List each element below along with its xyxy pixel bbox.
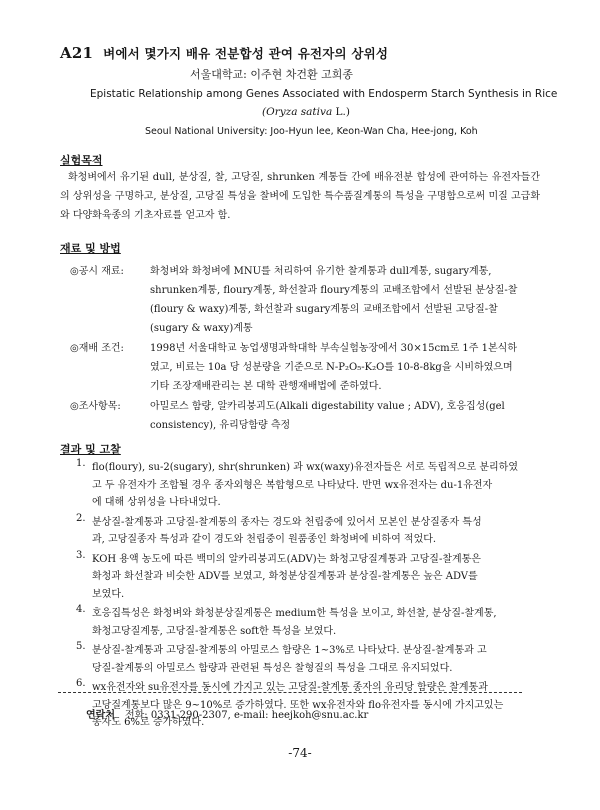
korean-title-text: 벼에서 몇가지 배유 전분합성 관여 유전자의 상위성 [103, 46, 389, 61]
result-line: 고당질계통보다 많은 9~10%로 증가하였다. 또한 wx유전자와 flo유전자를 동시에 가지고있는 [92, 699, 504, 711]
materials-line: (floury & waxy)계통, 화선찰과 sugary계통의 교배조합에서 선발된 고당질-찰 [150, 304, 498, 315]
latin-name [262, 106, 350, 118]
result-line: 화청고당질계통, 고당질-찰계통은 soft한 특성을 보였다. [92, 625, 337, 637]
result-number: 6. [76, 678, 86, 689]
materials-line: shrunken계통, floury계통, 화선찰과 floury계통의 교배조합에서 선발된 분상질-찰 [150, 285, 518, 296]
result-line: 보였다. [92, 588, 125, 600]
result-line: 종자도 6%로 증가하였다. [92, 717, 205, 728]
abstract-header [60, 44, 580, 62]
result-line: 화청과 화선찰과 비슷한 ADV를 보였고, 화청분상질계통과 분상질-찰계통은 높은 ADV를 [92, 571, 478, 582]
result-line: 과, 고당질종자 특성과 같이 경도와 천립중이 원품종인 화청벼에 비하여 적었다. [92, 534, 437, 545]
survey-line: 아밀로스 함량, 알카리붕괴도(Alkali digestability value ; ADV), 호응집성(gel [150, 401, 505, 412]
page-number: -74- [288, 746, 312, 760]
abstract-code: A21 [60, 44, 94, 62]
korean-authors: 서울대학교: 이주현 차건환 고희종 [190, 68, 353, 81]
result-number: 3. [76, 549, 86, 561]
english-title: Epistatic Relationship among Genes Associated with Endosperm Starch Synthesis in Rice [90, 88, 558, 100]
cultivation-label: ◎재배 조건: [70, 343, 124, 354]
objective-text: 화청벼에서 유기된 dull, 분상질, 찰, 고당질, shrunken 계통들 간에 배유전분 합성에 관여하는 유전자들간의 상위성을 구명하고, 분상질, 고당질 특성을 찰벼에 도입한 특수품질계통의 특성을 구명함으로써 미질 고급화와 다양화육종의 기초자료를 얻고자 함. [60, 172, 540, 221]
cultivation-line: 기타 조장재배관리는 본 대학 관행재배법에 준하였다. [150, 381, 382, 392]
result-line: wx유전자와 su유전자를 동시에 가지고 있는 고당질-찰계통 종자의 유리당 함량은 찰계통과 [92, 682, 488, 693]
cultivation-line: 였고, 비료는 10a 당 성분량을 기준으로 N-P₂O₅-K₂O를 10-8-8kg을 시비하였으며 [150, 362, 513, 373]
result-line: flo(floury), su-2(sugary), shr(shrunken) 과 wx(waxy)유전자들은 서로 독립적으로 분리하였 [92, 462, 518, 473]
result-line: 에 대해 상위성을 나타내었다. [92, 497, 221, 508]
result-line: 고 두 유전자가 조합될 경우 종자외형은 복합형으로 나타났다. 반면 wx유전자는 du-1유전자 [92, 479, 493, 491]
result-line: 당질-찰계통의 아밀로스 함량과 관련된 특성은 찰형질의 특성을 그대로 유지되었다. [92, 662, 453, 674]
korean-title [60, 44, 580, 62]
survey-line: consistency), 유리당함량 측정 [150, 420, 291, 431]
result-line: KOH 용액 농도에 따른 백미의 알카리붕괴도(ADV)는 화청고당질계통과 고당질-찰계통은 [92, 553, 481, 565]
result-line: 분상질-찰계통과 고당질-찰계통의 아밀로스 함량은 1~3%로 나타났다. 분상질-찰계통과 고 [92, 645, 487, 656]
survey-label: ◎조사항목: [70, 401, 121, 412]
materials-label: ◎공시 재료: [70, 266, 124, 277]
materials-line: 화청벼와 화청벼에 MNU를 처리하여 유기한 찰계통과 dull계통, sugary계통, [150, 266, 492, 277]
contact-label: 연락처 [86, 710, 115, 721]
cultivation-line: 1998년 서울대학교 농업생명과학대학 부속실험농장에서 30×15cm로 1주 1본식하 [150, 343, 517, 354]
english-authors: Seoul National University: Joo-Hyun lee, Keon-Wan Cha, Hee-jong, Koh [145, 126, 478, 137]
result-line: 분상질-찰계통과 고당질-찰계통의 종자는 경도와 천립중에 있어서 모본인 분상질종자 특성 [92, 516, 482, 528]
latin-name-italic: (Oryza sativa [262, 106, 333, 118]
materials-line: (sugary & waxy)계통 [150, 323, 253, 334]
result-number: 1. [76, 458, 86, 469]
result-number: 4. [76, 604, 86, 615]
methods-heading: 재료 및 방법 [60, 242, 121, 255]
contact-text: 전화: 0331-290-2307, e-mail: heejkoh@snu.ac.kr [124, 710, 369, 721]
result-number: 5. [76, 641, 86, 652]
result-line: 호응집특성은 화청벼와 화청분상질계통은 medium한 특성을 보이고, 화선찰, 분상질-찰계통, [92, 608, 497, 619]
objective-heading: 실험목적 [60, 154, 103, 167]
result-number: 2. [76, 512, 86, 524]
latin-name-rest: L.) [332, 106, 350, 118]
results-heading: 결과 및 고찰 [60, 443, 121, 456]
